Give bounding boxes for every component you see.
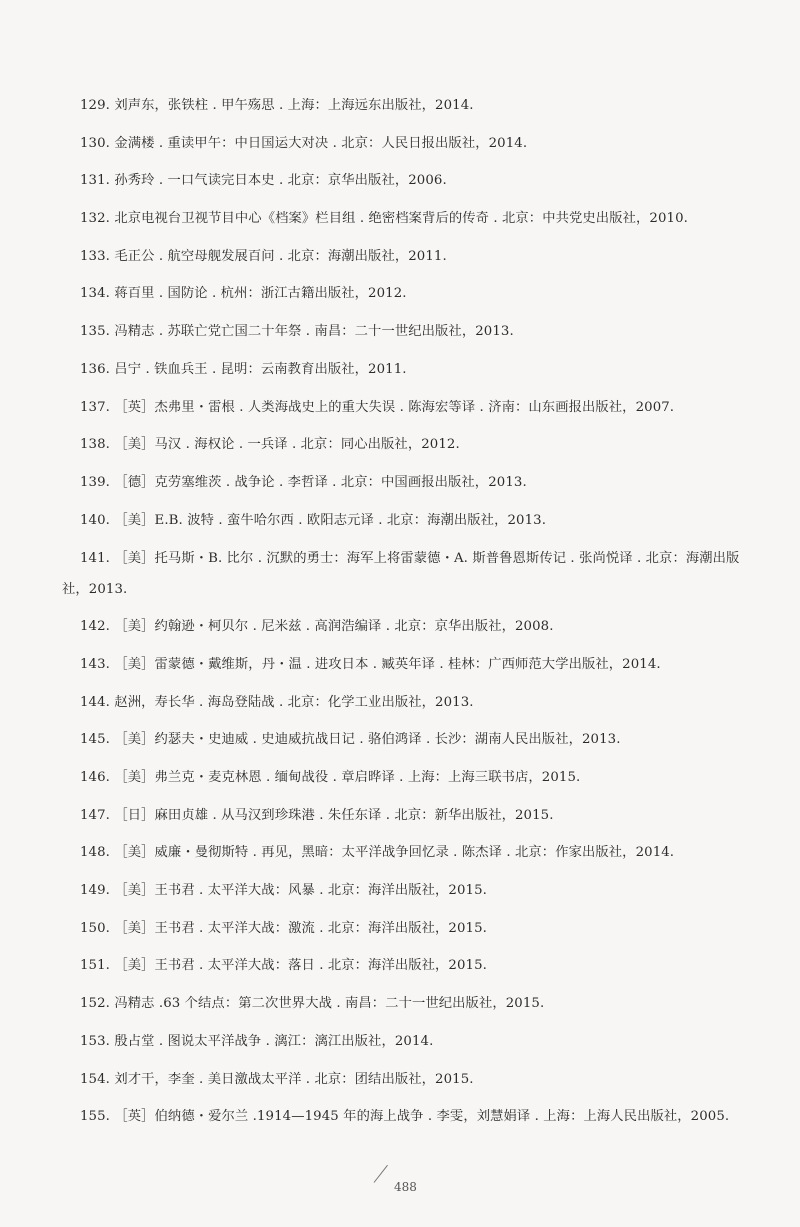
reference-number: 134. (80, 286, 111, 302)
page-number-slash (374, 1165, 388, 1183)
reference-item (62, 1108, 762, 1126)
reference-item (62, 882, 762, 900)
reference-text: 金满楼 . 重读甲午：中日国运大对决 . 北京：人民日报出版社，2014. (114, 135, 528, 151)
reference-item (62, 731, 762, 749)
reference-text: ［美］威廉・曼彻斯特 . 再见，黑暗：太平洋战争回忆录 . 陈杰译 . 北京：作家出版社，2014. (114, 845, 675, 861)
reference-number: 155. (80, 1109, 111, 1125)
reference-text: ［英］伯纳德・爱尔兰 .1914—1945 年的海上战争 . 李雯，刘慧娟译 . 上海：上海人民出版社，2005. (114, 1109, 730, 1125)
reference-list (62, 97, 762, 1146)
reference-text: ［英］杰弗里・雷根 . 人类海战史上的重大失误 . 陈海宏等译 . 济南：山东画报出版社，2007. (114, 399, 675, 415)
reference-text: ［德］克劳塞维茨 . 战争论 . 李哲译 . 北京：中国画报出版社，2013. (114, 474, 527, 490)
reference-item (62, 920, 762, 938)
reference-number: 136. (80, 361, 111, 377)
reference-item (62, 844, 762, 862)
reference-text: 冯精志 .63 个结点：第二次世界大战 . 南昌：二十一世纪出版社，2015. (114, 996, 545, 1012)
reference-number: 153. (80, 1033, 111, 1049)
reference-item (62, 618, 762, 636)
reference-number: 154. (80, 1071, 111, 1087)
reference-number: 146. (80, 770, 111, 785)
reference-text: ［美］王书君 . 太平洋大战：激流 . 北京：海洋出版社，2015. (114, 920, 487, 936)
reference-item (62, 285, 762, 303)
reference-text: 蒋百里 . 国防论 . 杭州：浙江古籍出版社，2012. (114, 286, 407, 302)
reference-text: ［美］E.B. 波特 . 蛮牛哈尔西 . 欧阳志元译 . 北京：海潮出版社，2013. (114, 512, 547, 528)
reference-number: 133. (80, 248, 111, 264)
reference-text: ［美］约瑟夫・史迪威 . 史迪威抗战日记 . 骆伯鸿译 . 长沙：湖南人民出版社，2013. (114, 732, 621, 748)
reference-item (62, 248, 762, 266)
reference-text: ［美］约翰逊・柯贝尔 . 尼米兹 . 高润浩编译 . 北京：京华出版社，2008. (114, 619, 554, 635)
reference-text: ［美］王书君 . 太平洋大战：风暴 . 北京：海洋出版社，2015. (114, 883, 487, 899)
reference-item (62, 957, 762, 975)
reference-item (62, 210, 762, 228)
reference-item (62, 512, 762, 530)
reference-number: 130. (80, 135, 111, 151)
reference-text: ［美］王书君 . 太平洋大战：落日 . 北京：海洋出版社，2015. (114, 958, 487, 974)
reference-text: 殷占堂 . 图说太平洋战争 . 漓江：漓江出版社，2014. (114, 1033, 434, 1049)
reference-item (62, 361, 762, 379)
reference-text: 赵洲，寿长华 . 海岛登陆战 . 北京：化学工业出版社，2013. (114, 694, 474, 710)
reference-item (62, 694, 762, 712)
reference-number: 145. (80, 732, 111, 748)
reference-text: ［日］麻田贞雄 . 从马汉到珍珠港 . 朱任东译 . 北京：新华出版社，2015. (114, 807, 554, 823)
reference-number: 152. (80, 996, 111, 1012)
reference-item (62, 135, 762, 153)
reference-number: 137. (80, 399, 111, 415)
reference-item (62, 807, 762, 825)
reference-text: 刘才干，李奎 . 美日激战太平洋 . 北京：团结出版社，2015. (114, 1071, 474, 1087)
reference-item (62, 543, 762, 605)
reference-text: 刘声东，张铁柱 . 甲午殇思 . 上海：上海远东出版社，2014. (114, 98, 474, 113)
reference-text: 毛正公 . 航空母舰发展百问 . 北京：海潮出版社，2011. (114, 248, 447, 264)
reference-number: 139. (80, 474, 111, 490)
reference-number: 150. (80, 920, 111, 936)
reference-item (62, 769, 762, 787)
reference-text: 吕宁 . 铁血兵王 . 昆明：云南教育出版社，2011. (114, 361, 407, 377)
reference-item (62, 1071, 762, 1089)
reference-item (62, 995, 762, 1013)
reference-item (62, 1033, 762, 1051)
reference-text: ［美］马汉 . 海权论 . 一兵译 . 北京：同心出版社，2012. (114, 437, 460, 453)
reference-text: 冯精志 . 苏联亡党亡国二十年祭 . 南昌：二十一世纪出版社，2013. (114, 324, 514, 340)
reference-number: 132. (80, 211, 111, 227)
reference-item (62, 474, 762, 492)
reference-number: 144. (80, 694, 111, 710)
page-number: 488 (394, 1180, 417, 1194)
reference-text: ［美］雷蒙德・戴维斯，丹・温 . 进攻日本 . 臧英年译 . 桂林：广西师范大学出版社，2014. (114, 656, 661, 672)
reference-text: ［美］托马斯・B. 比尔 . 沉默的勇士：海军上将雷蒙德・A. 斯普鲁恩斯传记 . 张尚悦译 . 北京：海潮出版社，2013. (62, 551, 740, 598)
reference-number: 129. (80, 98, 111, 113)
reference-number: 138. (80, 437, 111, 453)
reference-number: 142. (80, 619, 111, 635)
reference-text: 北京电视台卫视节目中心《档案》栏目组 . 绝密档案背后的传奇 . 北京：中共党史出版社，2010. (114, 211, 688, 227)
reference-number: 151. (80, 958, 111, 974)
reference-number: 135. (80, 324, 111, 340)
reference-number: 149. (80, 883, 111, 899)
reference-item (62, 436, 762, 454)
reference-number: 143. (80, 656, 111, 672)
page-footer (366, 1174, 446, 1208)
reference-number: 147. (80, 807, 111, 823)
reference-item (62, 399, 762, 417)
reference-item (62, 97, 762, 115)
reference-item (62, 172, 762, 190)
reference-text: 孙秀玲 . 一口气读完日本史 . 北京：京华出版社，2006. (114, 173, 447, 189)
reference-item (62, 656, 762, 674)
reference-item (62, 323, 762, 341)
reference-text: ［美］弗兰克・麦克林恩 . 缅甸战役 . 章启晔译 . 上海：上海三联书店，2015. (114, 770, 581, 785)
reference-number: 140. (80, 512, 111, 528)
reference-number: 141. (80, 551, 111, 567)
reference-number: 131. (80, 173, 111, 189)
reference-number: 148. (80, 845, 111, 861)
